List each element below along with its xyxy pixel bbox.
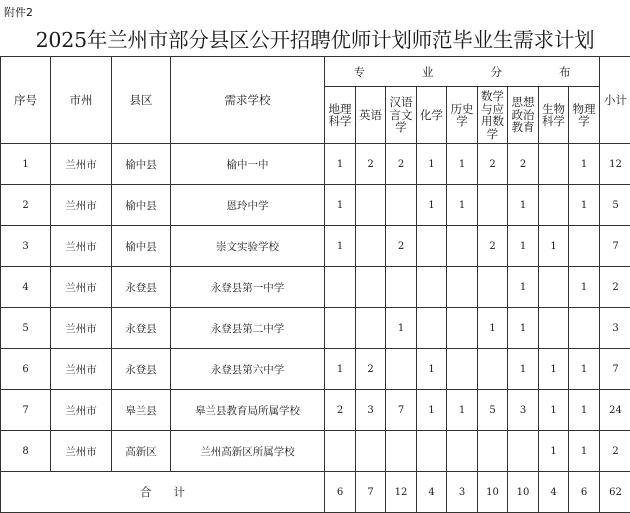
cell-politics: 1: [508, 349, 539, 390]
cell-subtotal: 3: [600, 308, 630, 349]
cell-seq: 6: [1, 349, 51, 390]
header-subject-english: 英语: [356, 87, 386, 144]
cell-physics: 1: [569, 431, 600, 472]
cell-chinese: 2: [386, 144, 417, 185]
cell-geography: [325, 267, 356, 308]
cell-physics: [569, 308, 600, 349]
cell-chemistry: 1: [417, 185, 447, 226]
cell-city: 兰州市: [51, 226, 112, 267]
cell-biology: 1: [539, 390, 569, 431]
cell-seq: 5: [1, 308, 51, 349]
cell-chemistry: [417, 431, 447, 472]
cell-math: [478, 267, 508, 308]
cell-history: 1: [447, 390, 478, 431]
header-subtotal: 小计: [600, 57, 630, 144]
cell-county: 榆中县: [112, 226, 171, 267]
header-subject-geography: 地理科学: [325, 87, 356, 144]
cell-chemistry: 1: [417, 144, 447, 185]
header-county: 县区: [112, 57, 171, 144]
cell-english: [356, 267, 386, 308]
cell-history: [447, 349, 478, 390]
cell-city: 兰州市: [51, 390, 112, 431]
cell-english: 3: [356, 390, 386, 431]
table-row: [1, 308, 630, 349]
cell-school: 皋兰县教育局所属学校: [171, 390, 325, 431]
document-title: 2025年兰州市部分县区公开招聘优师计划师范毕业生需求计划: [0, 23, 630, 53]
table-row: [1, 267, 630, 308]
cell-biology: 1: [539, 431, 569, 472]
cell-physics: 1: [569, 185, 600, 226]
header-school: 需求学校: [171, 57, 325, 144]
cell-geography: [325, 308, 356, 349]
cell-seq: 8: [1, 431, 51, 472]
cell-chemistry: [417, 308, 447, 349]
cell-school: 榆中一中: [171, 144, 325, 185]
total-geography: 6: [325, 472, 356, 513]
cell-geography: 1: [325, 144, 356, 185]
cell-subtotal: 7: [600, 226, 630, 267]
table-row: [1, 390, 630, 431]
cell-school: 崇文实验学校: [171, 226, 325, 267]
header-subject-math: 数学与应用数学: [478, 87, 508, 144]
cell-seq: 4: [1, 267, 51, 308]
cell-biology: [539, 185, 569, 226]
cell-county: 永登县: [112, 349, 171, 390]
header-subject-chinese: 汉语言文学: [386, 87, 417, 144]
cell-seq: 1: [1, 144, 51, 185]
cell-county: 榆中县: [112, 185, 171, 226]
table-row: [1, 185, 630, 226]
total-label: 合 计: [1, 472, 325, 513]
header-row-1: [1, 57, 630, 87]
cell-politics: 3: [508, 390, 539, 431]
total-chemistry: 4: [417, 472, 447, 513]
cell-politics: 2: [508, 144, 539, 185]
group-char: 专: [325, 64, 394, 80]
cell-math: 5: [478, 390, 508, 431]
cell-county: 高新区: [112, 431, 171, 472]
cell-physics: [569, 226, 600, 267]
total-chinese: 12: [386, 472, 417, 513]
cell-english: [356, 431, 386, 472]
cell-physics: 1: [569, 390, 600, 431]
group-char: 业: [394, 64, 463, 80]
cell-physics: 1: [569, 349, 600, 390]
total-row: [1, 472, 630, 513]
cell-school: 兰州高新区所属学校: [171, 431, 325, 472]
cell-english: 2: [356, 349, 386, 390]
cell-school: 恩玲中学: [171, 185, 325, 226]
cell-politics: 1: [508, 308, 539, 349]
cell-chinese: 1: [386, 308, 417, 349]
table-row: [1, 144, 630, 185]
cell-english: [356, 185, 386, 226]
table-row: [1, 349, 630, 390]
cell-subtotal: 2: [600, 267, 630, 308]
cell-physics: 1: [569, 144, 600, 185]
cell-geography: 1: [325, 349, 356, 390]
header-subject-distribution: [325, 57, 600, 87]
total-physics: 6: [569, 472, 600, 513]
cell-chinese: 7: [386, 390, 417, 431]
cell-chemistry: [417, 226, 447, 267]
header-subject-politics: 思想政治教育: [508, 87, 539, 144]
table-row: [1, 226, 630, 267]
cell-seq: 2: [1, 185, 51, 226]
total-math: 10: [478, 472, 508, 513]
cell-biology: [539, 267, 569, 308]
cell-english: [356, 308, 386, 349]
cell-history: 1: [447, 185, 478, 226]
cell-county: 永登县: [112, 267, 171, 308]
cell-politics: 1: [508, 226, 539, 267]
total-english: 7: [356, 472, 386, 513]
cell-biology: [539, 308, 569, 349]
total-politics: 10: [508, 472, 539, 513]
cell-math: [478, 349, 508, 390]
cell-geography: 1: [325, 226, 356, 267]
total-history: 3: [447, 472, 478, 513]
cell-math: [478, 431, 508, 472]
cell-school: 永登县第六中学: [171, 349, 325, 390]
cell-school: 永登县第二中学: [171, 308, 325, 349]
cell-geography: 2: [325, 390, 356, 431]
cell-politics: 1: [508, 267, 539, 308]
cell-politics: [508, 431, 539, 472]
cell-math: 2: [478, 144, 508, 185]
cell-seq: 3: [1, 226, 51, 267]
cell-history: [447, 267, 478, 308]
cell-english: 2: [356, 144, 386, 185]
table-row: [1, 431, 630, 472]
cell-subtotal: 5: [600, 185, 630, 226]
cell-chinese: [386, 431, 417, 472]
cell-city: 兰州市: [51, 185, 112, 226]
cell-history: [447, 431, 478, 472]
cell-city: 兰州市: [51, 267, 112, 308]
header-city: 市州: [51, 57, 112, 144]
cell-history: 1: [447, 144, 478, 185]
cell-english: [356, 226, 386, 267]
group-char: 布: [531, 64, 600, 80]
cell-history: [447, 226, 478, 267]
total-biology: 4: [539, 472, 569, 513]
cell-biology: 1: [539, 226, 569, 267]
cell-geography: [325, 431, 356, 472]
cell-physics: 1: [569, 267, 600, 308]
attachment-label: 附件2: [4, 4, 33, 20]
cell-seq: 7: [1, 390, 51, 431]
cell-school: 永登县第一中学: [171, 267, 325, 308]
header-subject-chemistry: 化学: [417, 87, 447, 144]
cell-city: 兰州市: [51, 308, 112, 349]
cell-subtotal: 2: [600, 431, 630, 472]
cell-math: 2: [478, 226, 508, 267]
cell-math: 1: [478, 308, 508, 349]
cell-biology: [539, 144, 569, 185]
demand-plan-table: [0, 56, 630, 513]
cell-chinese: [386, 349, 417, 390]
cell-chemistry: [417, 267, 447, 308]
cell-chinese: [386, 267, 417, 308]
cell-chemistry: 1: [417, 390, 447, 431]
header-subject-physics: 物理学: [569, 87, 600, 144]
cell-city: 兰州市: [51, 349, 112, 390]
cell-history: [447, 308, 478, 349]
group-char: 分: [462, 64, 531, 80]
cell-math: [478, 185, 508, 226]
cell-subtotal: 24: [600, 390, 630, 431]
header-subject-history: 历史学: [447, 87, 478, 144]
cell-chinese: [386, 185, 417, 226]
cell-county: 永登县: [112, 308, 171, 349]
cell-biology: 1: [539, 349, 569, 390]
cell-county: 榆中县: [112, 144, 171, 185]
cell-county: 皋兰县: [112, 390, 171, 431]
cell-city: 兰州市: [51, 431, 112, 472]
cell-chemistry: 1: [417, 349, 447, 390]
header-seq: 序号: [1, 57, 51, 144]
header-subject-biology: 生物科学: [539, 87, 569, 144]
cell-subtotal: 12: [600, 144, 630, 185]
cell-geography: 1: [325, 185, 356, 226]
cell-politics: 1: [508, 185, 539, 226]
cell-chinese: 2: [386, 226, 417, 267]
cell-subtotal: 7: [600, 349, 630, 390]
total-subtotal: 62: [600, 472, 630, 513]
cell-city: 兰州市: [51, 144, 112, 185]
